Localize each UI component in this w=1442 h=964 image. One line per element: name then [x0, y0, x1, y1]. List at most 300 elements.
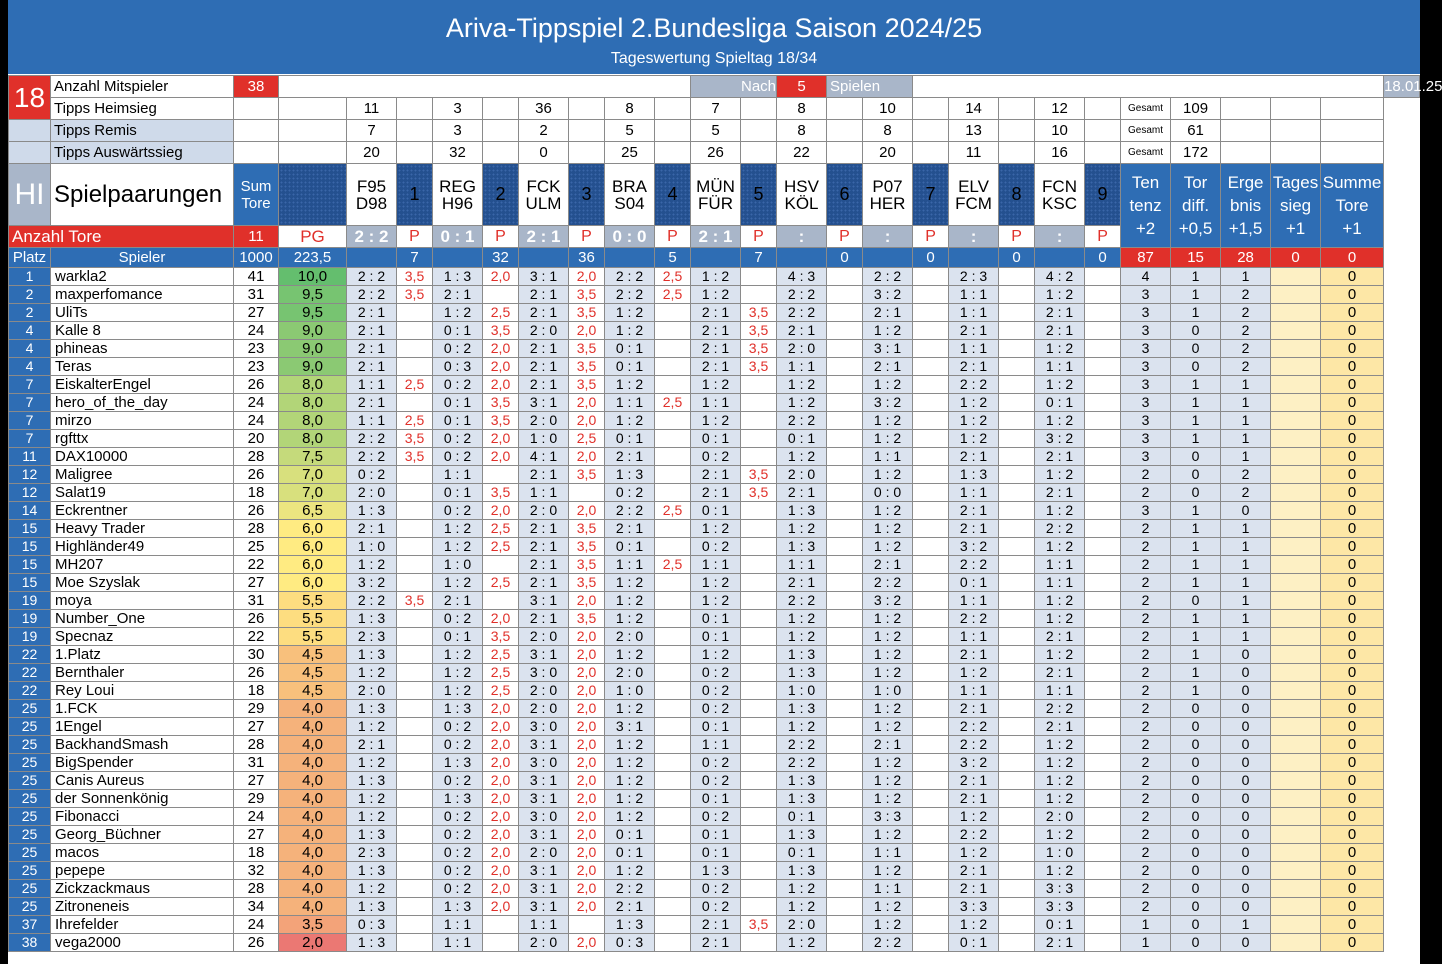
tip: 2 : 0 [1035, 808, 1085, 826]
tip: 2 : 2 [347, 286, 397, 304]
blank-cell [279, 142, 347, 164]
points: 2,0 [569, 664, 605, 682]
tip: 1 : 3 [347, 700, 397, 718]
bonus-value: 3 [1121, 286, 1171, 304]
tip: 1 : 1 [863, 448, 913, 466]
points: 2,0 [569, 754, 605, 772]
row-marker [9, 142, 51, 164]
sum-tore: 27 [234, 718, 279, 736]
tip: 1 : 3 [347, 826, 397, 844]
table-row [9, 538, 1420, 556]
points [999, 682, 1035, 700]
score-table [8, 75, 1442, 952]
nach-number: 5 [777, 76, 827, 98]
points: 2,0 [569, 646, 605, 664]
bonus-value: 1 [1221, 610, 1271, 628]
blank-cell [777, 248, 827, 268]
hi-label: HI [9, 164, 51, 226]
points: 3,5 [569, 358, 605, 376]
bonus-value: 0 [1221, 934, 1271, 952]
points [827, 898, 863, 916]
home-team: MÜN [696, 176, 735, 196]
points [827, 718, 863, 736]
tip: 2 : 2 [777, 304, 827, 322]
points [999, 628, 1035, 646]
bonus-value: 1 [1221, 448, 1271, 466]
tip: 2 : 1 [1035, 322, 1085, 340]
spieler-header: Spieler [51, 248, 234, 268]
bonus-value: 0 [1321, 790, 1384, 808]
tips-count: 36 [519, 98, 569, 120]
rank: 11 [9, 448, 51, 466]
tip: 2 : 1 [433, 592, 483, 610]
points [1085, 286, 1121, 304]
bonus-value: 0 [1221, 664, 1271, 682]
points [827, 376, 863, 394]
points: 2,0 [483, 340, 519, 358]
points [827, 610, 863, 628]
points: 2,0 [569, 826, 605, 844]
p-label: P [397, 226, 433, 248]
points: 3,5 [741, 304, 777, 322]
pg-value: 9,0 [279, 358, 347, 376]
sum-tore: 26 [234, 466, 279, 484]
sum-tore: 28 [234, 880, 279, 898]
tip: 1 : 2 [863, 628, 913, 646]
points [913, 304, 949, 322]
page-title: Ariva-Tippspiel 2.Bundesliga Saison 2024/25 [445, 13, 983, 43]
blank-cell [999, 120, 1035, 142]
points: 2,5 [397, 412, 433, 430]
pg-label: PG [279, 226, 347, 248]
tip: 1 : 2 [605, 754, 655, 772]
points [827, 268, 863, 286]
away-team: S04 [614, 193, 645, 213]
points [1085, 772, 1121, 790]
tip: 1 : 3 [777, 826, 827, 844]
tip: 4 : 2 [1035, 268, 1085, 286]
points [827, 394, 863, 412]
bonus-header [1271, 164, 1321, 248]
tip: 1 : 2 [1035, 772, 1085, 790]
points [913, 790, 949, 808]
bonus-total: 15 [1171, 248, 1221, 268]
bonus-value: 2 [1221, 466, 1271, 484]
tip: 2 : 2 [347, 430, 397, 448]
blank-cell [433, 248, 483, 268]
points [999, 376, 1035, 394]
tip: 1 : 2 [863, 520, 913, 538]
player-name: Maligree [51, 466, 234, 484]
tip: 0 : 1 [605, 340, 655, 358]
tip: 1 : 2 [605, 322, 655, 340]
sum-tore: 30 [234, 646, 279, 664]
points [827, 304, 863, 322]
player-name: warkla2 [51, 268, 234, 286]
points [1085, 448, 1121, 466]
bonus-value: 1 [1221, 268, 1271, 286]
points [827, 664, 863, 682]
rank: 22 [9, 682, 51, 700]
bonus-value: 1 [1171, 304, 1221, 322]
platz-header: Platz [9, 248, 51, 268]
points [655, 682, 691, 700]
points: 2,5 [655, 502, 691, 520]
bonus-value: 1 [1171, 502, 1221, 520]
blank-cell [483, 142, 519, 164]
tip: 2 : 1 [949, 502, 999, 520]
points: 3,5 [569, 556, 605, 574]
points [569, 484, 605, 502]
points: 3,5 [741, 340, 777, 358]
points [655, 538, 691, 556]
pg-value: 4,0 [279, 808, 347, 826]
tip: 1 : 2 [777, 394, 827, 412]
points [827, 862, 863, 880]
bonus-value: 2 [1121, 574, 1171, 592]
tips-count: 16 [1035, 142, 1085, 164]
points [999, 304, 1035, 322]
tip: 3 : 1 [519, 772, 569, 790]
tip: 2 : 0 [519, 502, 569, 520]
blank-cell [397, 142, 433, 164]
p-label: P [999, 226, 1035, 248]
rank: 14 [9, 502, 51, 520]
bonus-value [1271, 844, 1321, 862]
pg-value: 5,5 [279, 610, 347, 628]
tip: 2 : 2 [863, 268, 913, 286]
player-name: Number_One [51, 610, 234, 628]
match-avg: 5 [655, 248, 691, 268]
points [913, 718, 949, 736]
pg-value: 9,0 [279, 322, 347, 340]
points [741, 592, 777, 610]
points [999, 610, 1035, 628]
tip: 2 : 1 [519, 574, 569, 592]
match-result: : [949, 226, 999, 248]
points [655, 448, 691, 466]
sum-tore: 31 [234, 592, 279, 610]
points: 2,0 [483, 772, 519, 790]
points [999, 520, 1035, 538]
away-team: H96 [441, 193, 474, 213]
tip: 2 : 2 [777, 592, 827, 610]
bonus-value: 0 [1321, 826, 1384, 844]
tip: 1 : 2 [1035, 466, 1085, 484]
points [1085, 754, 1121, 772]
points [397, 880, 433, 898]
tip: 2 : 2 [347, 268, 397, 286]
tip: 1 : 2 [863, 754, 913, 772]
bonus-value: 0 [1171, 700, 1221, 718]
tip: 1 : 2 [1035, 826, 1085, 844]
tip: 0 : 1 [433, 322, 483, 340]
tip: 1 : 2 [605, 610, 655, 628]
sum-tore: 20 [234, 430, 279, 448]
points [999, 862, 1035, 880]
tip: 0 : 1 [605, 826, 655, 844]
tip: 0 : 2 [691, 754, 741, 772]
bonus-value: 0 [1171, 898, 1221, 916]
tip: 2 : 3 [347, 844, 397, 862]
points: 2,0 [483, 358, 519, 376]
points [483, 916, 519, 934]
points [655, 610, 691, 628]
spreadsheet [8, 0, 1442, 964]
points [827, 808, 863, 826]
tip: 2 : 1 [1035, 304, 1085, 322]
anzahl-tore-value: 11 [234, 226, 279, 248]
table-row [9, 682, 1420, 700]
points [999, 448, 1035, 466]
rank: 22 [9, 664, 51, 682]
tip: 1 : 2 [1035, 592, 1085, 610]
tip: 2 : 1 [949, 448, 999, 466]
tip: 2 : 2 [605, 286, 655, 304]
bonus-value: 2 [1121, 466, 1171, 484]
points [827, 520, 863, 538]
points [1085, 790, 1121, 808]
tip: 2 : 3 [949, 268, 999, 286]
points [1085, 538, 1121, 556]
pairings-label: Spielpaarungen [51, 164, 234, 226]
tips-count: 3 [433, 98, 483, 120]
pg-value: 7,5 [279, 448, 347, 466]
points [827, 538, 863, 556]
bonus-header-line: diff. [1181, 196, 1210, 215]
blank-cell [483, 120, 519, 142]
sum-tore: 24 [234, 916, 279, 934]
tip: 3 : 2 [863, 592, 913, 610]
points: 2,5 [397, 376, 433, 394]
sum-tore: 28 [234, 448, 279, 466]
tip: 2 : 1 [605, 520, 655, 538]
points [1085, 826, 1121, 844]
tip: 2 : 0 [605, 664, 655, 682]
points: 2,0 [483, 826, 519, 844]
table-row [9, 844, 1420, 862]
home-team: BRA [612, 176, 647, 196]
tip: 2 : 1 [949, 790, 999, 808]
bonus-value: 0 [1321, 502, 1384, 520]
bonus-value [1271, 412, 1321, 430]
points [1085, 466, 1121, 484]
tip: 2 : 1 [519, 466, 569, 484]
tip: 1 : 3 [777, 502, 827, 520]
tip: 0 : 2 [605, 484, 655, 502]
table-row [9, 502, 1420, 520]
blank-cell [913, 76, 1384, 98]
points [655, 646, 691, 664]
match-pairing [433, 164, 483, 226]
points [999, 916, 1035, 934]
points: 2,0 [569, 736, 605, 754]
points: 2,0 [483, 808, 519, 826]
points [397, 790, 433, 808]
bonus-value: 0 [1321, 736, 1384, 754]
blank-cell [741, 142, 777, 164]
points [913, 592, 949, 610]
points: 3,5 [483, 322, 519, 340]
bonus-value: 0 [1321, 304, 1384, 322]
bonus-value: 2 [1121, 628, 1171, 646]
bonus-value [1271, 484, 1321, 502]
bonus-value: 1 [1221, 520, 1271, 538]
points [397, 340, 433, 358]
tip: 1 : 2 [863, 322, 913, 340]
sum-tore: 18 [234, 844, 279, 862]
points: 2,0 [569, 700, 605, 718]
blank-cell [1085, 98, 1121, 120]
pg-value: 7,0 [279, 484, 347, 502]
tip: 1 : 3 [347, 646, 397, 664]
tip: 3 : 1 [519, 736, 569, 754]
away-team: KSC [1042, 193, 1078, 213]
blank-cell [397, 98, 433, 120]
points [655, 736, 691, 754]
bonus-value: 2 [1221, 358, 1271, 376]
blank-cell [1321, 120, 1384, 142]
pg-value: 4,0 [279, 736, 347, 754]
points [827, 484, 863, 502]
pg-value: 4,0 [279, 790, 347, 808]
blank-cell [569, 120, 605, 142]
bonus-value [1271, 700, 1321, 718]
sum-tore: 26 [234, 502, 279, 520]
gesamt-value: 61 [1171, 120, 1221, 142]
points [397, 466, 433, 484]
rank: 15 [9, 538, 51, 556]
points: 2,0 [569, 268, 605, 286]
points [741, 862, 777, 880]
tip: 0 : 1 [605, 430, 655, 448]
player-name: mirzo [51, 412, 234, 430]
tip: 2 : 1 [777, 484, 827, 502]
tip: 2 : 0 [519, 700, 569, 718]
bonus-value: 2 [1121, 808, 1171, 826]
points [913, 754, 949, 772]
bonus-value [1271, 682, 1321, 700]
rank: 25 [9, 826, 51, 844]
tip: 0 : 2 [691, 664, 741, 682]
rank: 25 [9, 790, 51, 808]
row-marker [9, 120, 51, 142]
tip: 0 : 2 [691, 448, 741, 466]
sum-tore: 41 [234, 268, 279, 286]
bonus-value: 0 [1321, 700, 1384, 718]
tip: 1 : 3 [777, 772, 827, 790]
points [655, 628, 691, 646]
player-name: Salat19 [51, 484, 234, 502]
tip: 2 : 1 [949, 700, 999, 718]
tip: 0 : 1 [691, 718, 741, 736]
points [827, 880, 863, 898]
table-row [9, 466, 1420, 484]
tip: 3 : 1 [519, 592, 569, 610]
tip: 3 : 2 [1035, 430, 1085, 448]
tip: 2 : 2 [777, 736, 827, 754]
tips-count: 11 [949, 142, 999, 164]
points [397, 664, 433, 682]
points: 3,5 [483, 628, 519, 646]
bonus-value: 0 [1221, 736, 1271, 754]
tip: 2 : 1 [863, 556, 913, 574]
points [913, 538, 949, 556]
pg-value: 5,5 [279, 628, 347, 646]
bonus-value: 0 [1171, 754, 1221, 772]
tip: 4 : 1 [519, 448, 569, 466]
points [827, 556, 863, 574]
bonus-value: 2 [1121, 718, 1171, 736]
points [1085, 700, 1121, 718]
points [913, 484, 949, 502]
points [999, 574, 1035, 592]
tip: 2 : 0 [519, 844, 569, 862]
bonus-header-line: +1,5 [1228, 219, 1263, 238]
players-count: 38 [234, 76, 279, 98]
points [827, 574, 863, 592]
rank: 22 [9, 646, 51, 664]
tip: 2 : 1 [347, 358, 397, 376]
tip: 1 : 2 [605, 700, 655, 718]
points [397, 394, 433, 412]
tip: 1 : 2 [863, 718, 913, 736]
points [1085, 718, 1121, 736]
points [483, 556, 519, 574]
bonus-value: 0 [1171, 808, 1221, 826]
bonus-value: 0 [1221, 862, 1271, 880]
tip: 2 : 2 [949, 610, 999, 628]
match-avg: 0 [827, 248, 863, 268]
pg-value: 4,0 [279, 844, 347, 862]
tip: 1 : 3 [433, 700, 483, 718]
bonus-value: 2 [1121, 736, 1171, 754]
points: 3,5 [569, 520, 605, 538]
tip: 1 : 2 [1035, 412, 1085, 430]
sum-tore: 34 [234, 898, 279, 916]
rank: 25 [9, 862, 51, 880]
tip: 1 : 0 [347, 538, 397, 556]
points [827, 592, 863, 610]
points [655, 772, 691, 790]
blank-cell [1221, 120, 1271, 142]
pg-value: 4,0 [279, 826, 347, 844]
tip: 2 : 1 [1035, 718, 1085, 736]
tip: 1 : 3 [777, 664, 827, 682]
player-name: hero_of_the_day [51, 394, 234, 412]
tip: 2 : 1 [519, 538, 569, 556]
tip: 1 : 2 [863, 610, 913, 628]
points [1085, 664, 1121, 682]
bonus-value: 0 [1221, 682, 1271, 700]
points [1085, 610, 1121, 628]
points: 3,5 [483, 412, 519, 430]
rank: 15 [9, 520, 51, 538]
points [741, 700, 777, 718]
pg-value: 4,0 [279, 700, 347, 718]
bonus-value: 2 [1121, 790, 1171, 808]
points [655, 322, 691, 340]
points: 2,0 [569, 898, 605, 916]
bonus-value: 0 [1321, 862, 1384, 880]
points [913, 520, 949, 538]
bonus-value: 2 [1221, 340, 1271, 358]
table-row [9, 628, 1420, 646]
bonus-value: 2 [1121, 484, 1171, 502]
bonus-value: 2 [1221, 484, 1271, 502]
bonus-header-line: Tages [1272, 173, 1319, 192]
table-row [9, 286, 1420, 304]
